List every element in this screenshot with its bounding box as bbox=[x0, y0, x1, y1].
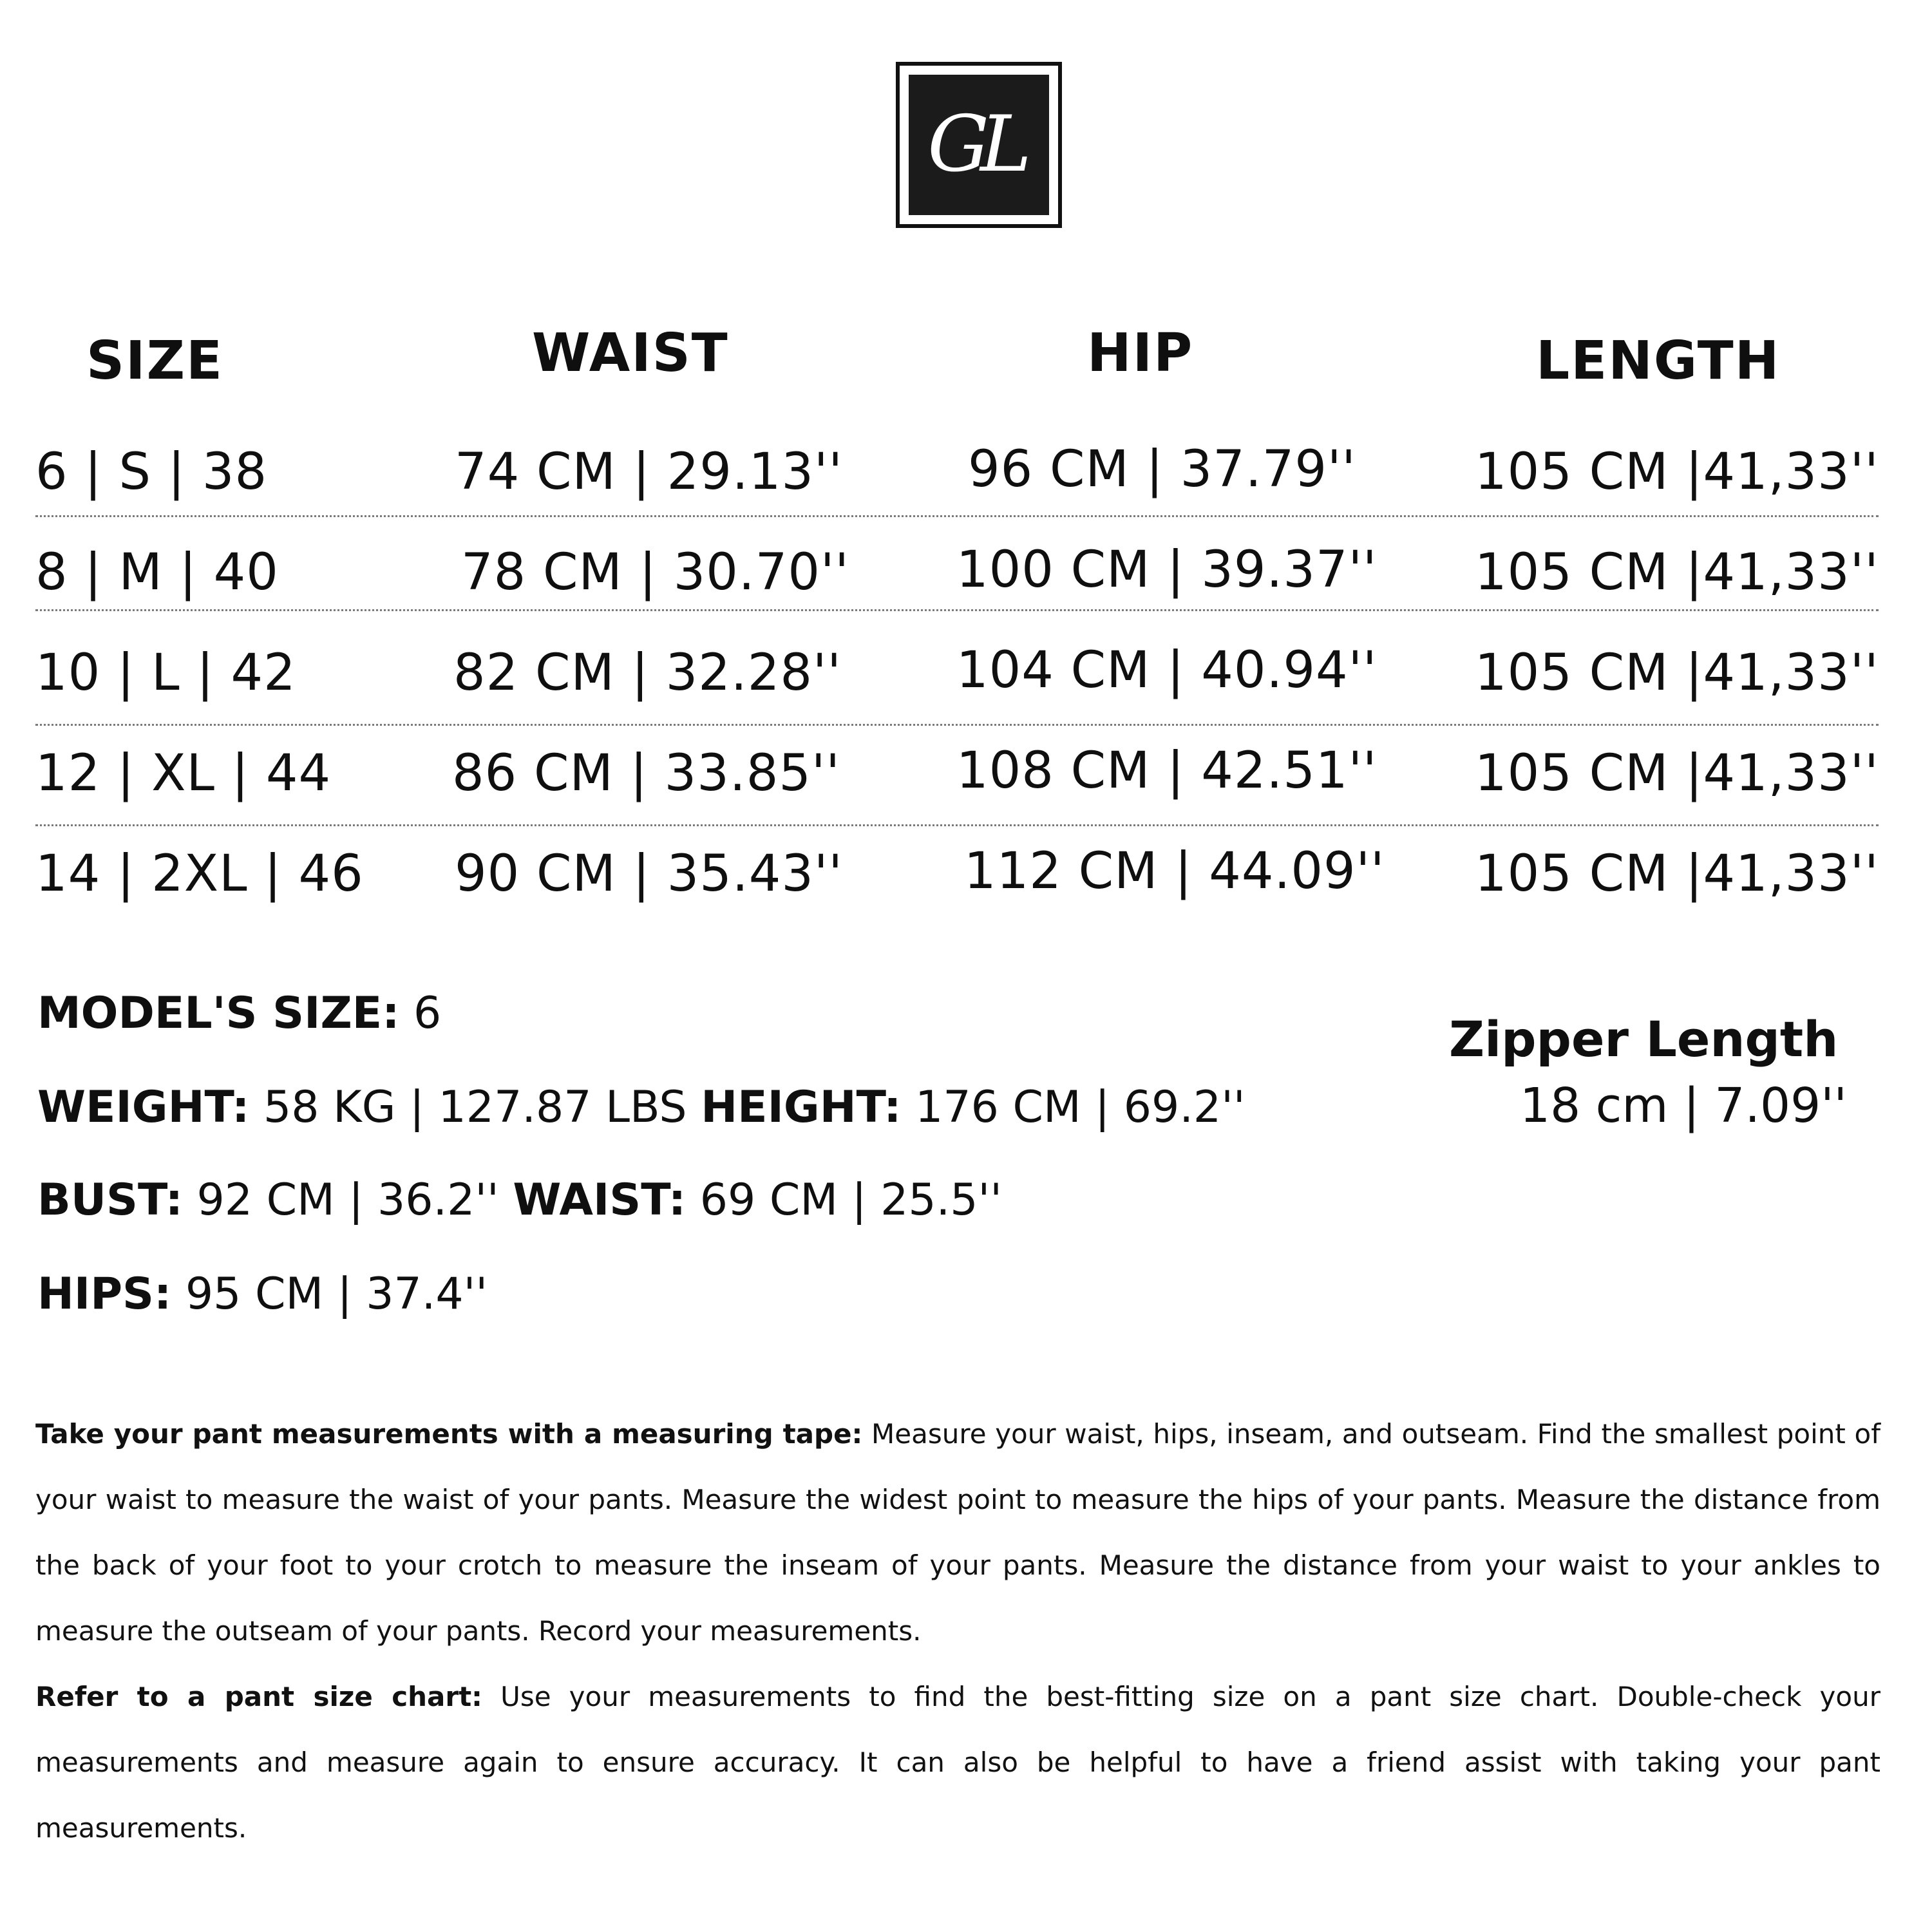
instructions-paragraph-measuring bbox=[35, 1401, 1880, 1664]
instructions-text-size-chart: Use your measurements to find the best-fitting size on a pant size chart. Double-check your measurements and measure again to ensure accuracy. It can also be helpful to have a friend assist with taking your pant measurements. bbox=[35, 1681, 1880, 1844]
row-3-size: 10 | L | 42 bbox=[35, 644, 296, 702]
row-5-waist: 90 CM | 35.43'' bbox=[455, 845, 843, 903]
row-3-waist: 82 CM | 32.28'' bbox=[453, 644, 842, 702]
row-divider bbox=[35, 515, 1879, 517]
model-height-label: HEIGHT: bbox=[701, 1082, 902, 1133]
row-5-size: 14 | 2XL | 46 bbox=[35, 845, 364, 903]
model-size-label: MODEL'S SIZE: bbox=[37, 988, 400, 1039]
model-hips-value: 95 CM | 37.4'' bbox=[185, 1269, 488, 1320]
row-1-size: 6 | S | 38 bbox=[35, 443, 268, 501]
model-hips-label: HIPS: bbox=[37, 1269, 172, 1320]
brand-logo bbox=[896, 62, 1062, 228]
instructions-label-size-chart: Refer to a pant size chart: bbox=[35, 1681, 482, 1712]
model-bust-value: 92 CM | 36.2'' bbox=[196, 1175, 499, 1226]
model-height-value: 176 CM | 69.2'' bbox=[915, 1082, 1245, 1133]
model-hips-line bbox=[37, 1269, 488, 1320]
brand-monogram: GL bbox=[927, 100, 1023, 189]
measurement-instructions bbox=[35, 1401, 1880, 1861]
header-waist: WAIST bbox=[532, 323, 729, 384]
row-2-hip: 100 CM | 39.37'' bbox=[956, 541, 1378, 599]
row-5-hip: 112 CM | 44.09'' bbox=[964, 842, 1385, 900]
model-waist-value: 69 CM | 25.5'' bbox=[699, 1175, 1002, 1226]
row-divider bbox=[35, 724, 1879, 726]
instructions-label-measuring: Take your pant measurements with a measuring tape: bbox=[35, 1418, 863, 1450]
zipper-length-value: 18 cm | 7.09'' bbox=[1520, 1078, 1847, 1133]
instructions-paragraph-size-chart bbox=[35, 1664, 1880, 1861]
model-weight-height-line bbox=[37, 1082, 1245, 1133]
row-1-length: 105 CM |41,33'' bbox=[1475, 443, 1879, 501]
model-bust-label: BUST: bbox=[37, 1175, 183, 1226]
row-3-length: 105 CM |41,33'' bbox=[1475, 644, 1879, 702]
header-hip: HIP bbox=[1087, 323, 1194, 384]
row-2-length: 105 CM |41,33'' bbox=[1475, 544, 1879, 601]
brand-logo-square bbox=[909, 75, 1049, 215]
row-4-hip: 108 CM | 42.51'' bbox=[956, 742, 1378, 800]
model-size-line bbox=[37, 988, 442, 1039]
model-waist-label: WAIST: bbox=[513, 1175, 687, 1226]
row-2-size: 8 | M | 40 bbox=[35, 544, 279, 601]
row-4-waist: 86 CM | 33.85'' bbox=[452, 744, 840, 802]
instructions-text-measuring: Measure your waist, hips, inseam, and outseam. Find the smallest point of your waist to measure the waist of your pants. Measure the widest point to measure the hips of your pants. Measure the distance from the back of your foot to your crotch to measure the inseam of your pants. Measure the distance from your waist to your ankles to measure the outseam of your pants. Record your measurements. bbox=[35, 1418, 1880, 1647]
header-length: LENGTH bbox=[1536, 330, 1781, 392]
row-divider bbox=[35, 824, 1879, 826]
row-1-hip: 96 CM | 37.79'' bbox=[968, 440, 1356, 498]
row-divider bbox=[35, 609, 1879, 611]
row-3-hip: 104 CM | 40.94'' bbox=[956, 641, 1378, 699]
row-2-waist: 78 CM | 30.70'' bbox=[461, 544, 849, 601]
zipper-length-title: Zipper Length bbox=[1449, 1010, 1839, 1068]
model-bust-waist-line bbox=[37, 1175, 1002, 1226]
model-size-value: 6 bbox=[413, 988, 442, 1039]
row-4-length: 105 CM |41,33'' bbox=[1475, 744, 1879, 802]
row-5-length: 105 CM |41,33'' bbox=[1475, 845, 1879, 903]
row-4-size: 12 | XL | 44 bbox=[35, 744, 332, 802]
model-weight-value: 58 KG | 127.87 LBS bbox=[263, 1082, 687, 1133]
row-1-waist: 74 CM | 29.13'' bbox=[455, 443, 843, 501]
model-weight-label: WEIGHT: bbox=[37, 1082, 250, 1133]
header-size: SIZE bbox=[86, 330, 224, 392]
